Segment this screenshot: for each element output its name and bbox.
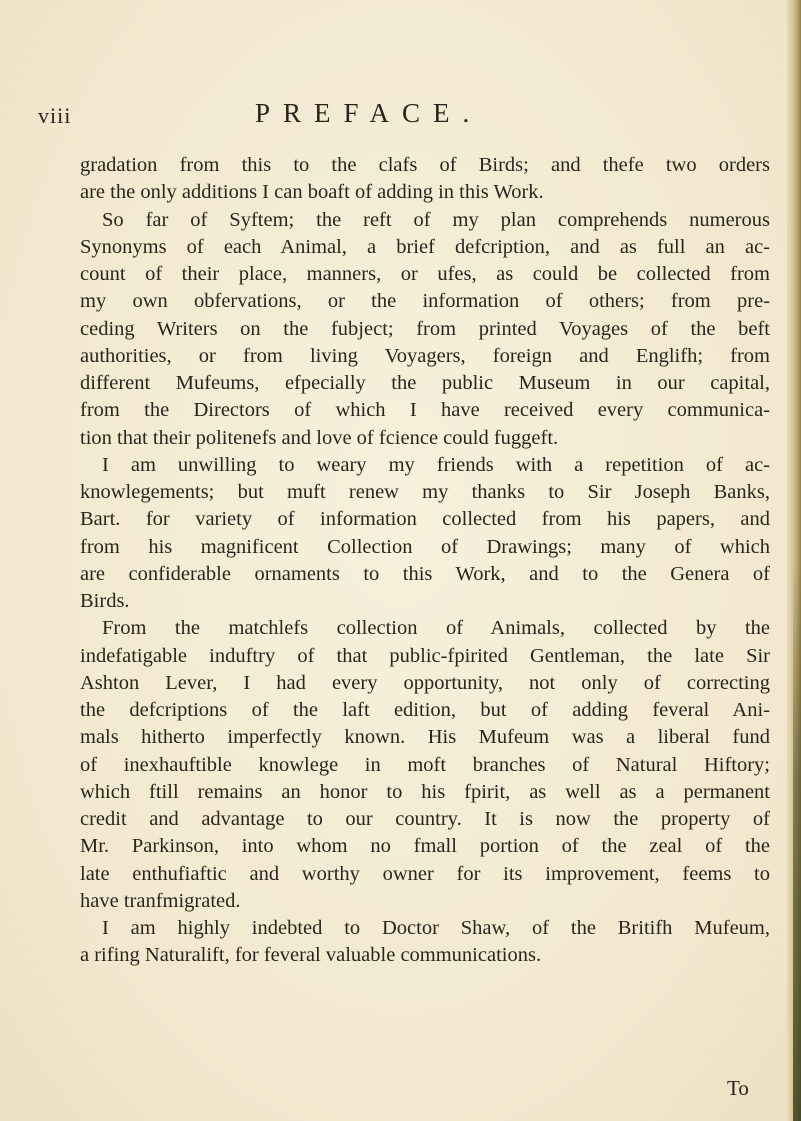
text-line: credit and advantage to our country. It is now the property of bbox=[80, 808, 770, 830]
text-line: Mr. Parkinson, into whom no fmall portion of the zeal of the bbox=[80, 835, 770, 858]
text-line: from his magnificent Collection of Drawings; many of which bbox=[80, 535, 770, 558]
text-line: my own obfervations, or the information of others; from pre- bbox=[80, 290, 770, 313]
text-line: gradation from this to the clafs of Birds; and thefe two orders bbox=[80, 154, 770, 176]
text-line: ceding Writers on the fubject; from printed Voyages of the beft bbox=[80, 317, 770, 340]
text-line: authorities, or from living Voyagers, foreign and Englifh; from bbox=[80, 344, 770, 367]
text-line: Bart. for variety of information collected from his papers, and bbox=[80, 508, 770, 531]
text-line: I am unwilling to weary my friends with a repetition of ac- bbox=[102, 453, 770, 476]
text-line: different Mufeums, efpecially the public Museum in our capital, bbox=[80, 372, 770, 394]
text-line: I am highly indebted to Doctor Shaw, of the Britifh Mufeum, bbox=[102, 917, 770, 939]
text-line: Birds. bbox=[80, 590, 130, 612]
text-line: So far of Syftem; the reft of my plan comprehends numerous bbox=[102, 208, 770, 231]
text-line: From the matchlefs collection of Animals, collected by the bbox=[102, 617, 770, 640]
text-line: are the only additions I can boaft of adding in this Work. bbox=[80, 181, 544, 204]
text-line: the defcriptions of the laft edition, but of adding feveral Ani- bbox=[80, 699, 770, 721]
text-line: indefatigable induftry of that public-fpirited Gentleman, the late Sir bbox=[80, 644, 770, 667]
text-line: have tranfmigrated. bbox=[80, 889, 241, 912]
catchword: To bbox=[727, 1076, 749, 1100]
text-line: are confiderable ornaments to this Work, and to the Genera of bbox=[80, 562, 770, 585]
text-line: count of their place, manners, or ufes, as could be collected from bbox=[80, 263, 770, 285]
running-head: PREFACE. bbox=[255, 98, 483, 128]
page-edge-shadow bbox=[793, 560, 801, 1121]
text-line: tion that their politenefs and love of fcience could fuggeft. bbox=[80, 426, 559, 449]
text-line: of inexhauftible knowlege in moft branches of Natural Hiftory; bbox=[80, 753, 770, 776]
text-line: from the Directors of which I have received every communica- bbox=[80, 399, 770, 422]
body-text bbox=[80, 152, 770, 970]
text-line: which ftill remains an honor to his fpirit, as well as a permanent bbox=[80, 780, 770, 803]
text-line: late enthufiaftic and worthy owner for its improvement, feems to bbox=[80, 862, 770, 885]
text-line: a rifing Naturalift, for feveral valuable communications. bbox=[80, 944, 542, 967]
text-line: knowlegements; but muft renew my thanks to Sir Joseph Banks, bbox=[80, 481, 770, 503]
text-line: Ashton Lever, I had every opportunity, not only of correcting bbox=[80, 671, 770, 694]
text-line: Synonyms of each Animal, a brief defcription, and as full an ac- bbox=[80, 235, 770, 258]
page-number: viii bbox=[38, 103, 72, 128]
text-line: mals hitherto imperfectly known. His Mufeum was a liberal fund bbox=[80, 726, 770, 749]
